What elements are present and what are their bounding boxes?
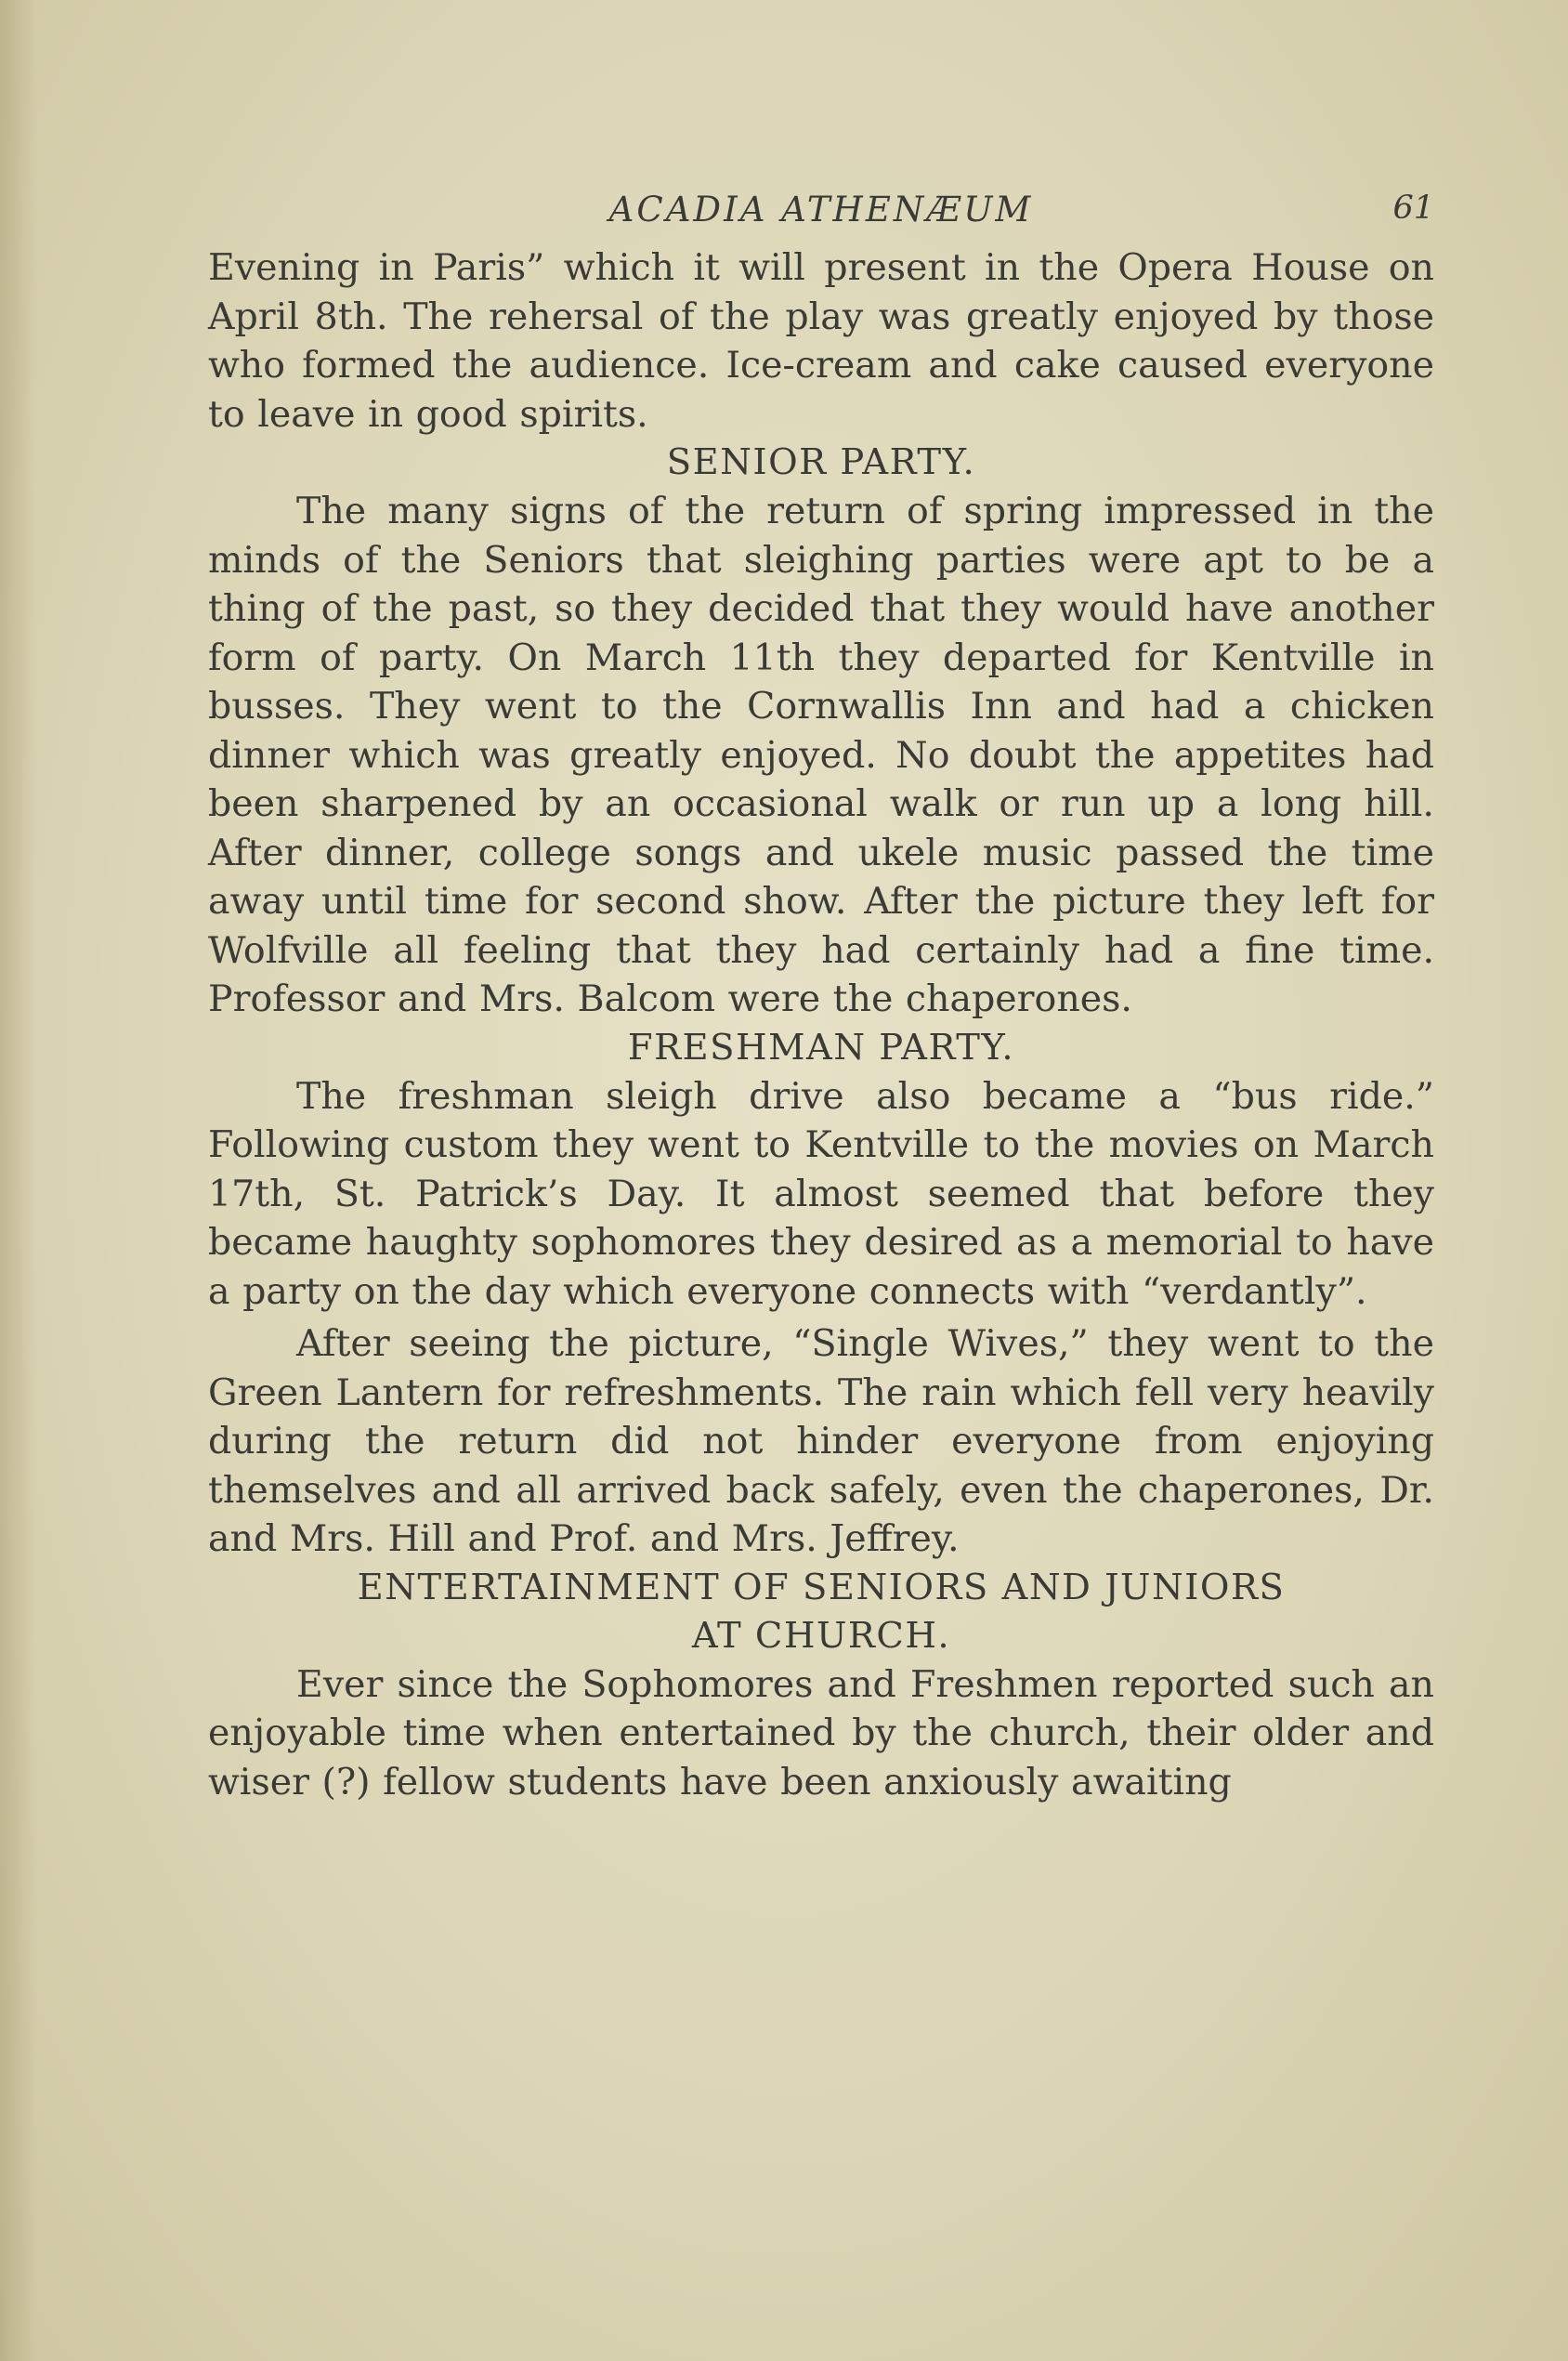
entertainment-paragraph: Ever since the Sophomores and Freshmen reported such an enjoyable time when entertained by the church, their older and wiser (?) fellow students have been anxiously awaiting bbox=[208, 1662, 1434, 1804]
entertainment-heading bbox=[208, 1564, 1434, 1660]
intro-paragraph: Evening in Paris” which it will present in the Opera House on April 8th. The rehersal of the play was greatly enjoyed by those who formed the audience. Ice-cream and cake caused everyone to leave in good spirits. bbox=[208, 246, 1434, 436]
running-header bbox=[208, 182, 1434, 243]
entertainment-heading-line-1: ENTERTAINMENT OF SENIORS AND JUNIORS bbox=[357, 1566, 1286, 1608]
page-content bbox=[208, 182, 1434, 1806]
freshman-party-paragraph-2: After seeing the picture, “Single Wives,” they went to the Green Lantern for refreshments. The rain which fell very heavily during the return did not hinder everyone from enjoying themselves and all arrived back safely, even the chaperones, Dr. and Mrs. Hill and Prof. and Mrs. Jeffrey. bbox=[208, 1322, 1434, 1560]
page-edge-shadow bbox=[0, 0, 37, 2361]
running-title: ACADIA ATHENÆUM bbox=[608, 190, 1034, 230]
senior-party-heading: SENIOR PARTY. bbox=[666, 441, 976, 483]
freshman-party-paragraph-1: The freshman sleigh drive also became a “bus ride.” Following custom they went to Kentville to the movies on March 17th, St. Patrick’s Day. It almost seemed that before they became haughty sophomores they desired as a memorial to have a party on the day which everyone connects with “verdantly”. bbox=[208, 1074, 1434, 1313]
freshman-party-heading: FRESHMAN PARTY. bbox=[627, 1026, 1015, 1069]
senior-party-paragraph: The many signs of the return of spring impressed in the minds of the Seniors that sleighing parties were apt to be a thing of the past, so they decided that they would have another form of party. On March 11th they departed for Kentville in busses. They went to the Cornwallis Inn and had a chicken dinner which was greatly enjoyed. No doubt the appetites had been sharpened by an occasional walk or run up a long hill. After dinner, college songs and ukele music passed the time away until time for second show. After the picture they left for Wolfville all feeling that they had certainly had a fine time. Professor and Mrs. Balcom were the chaperones. bbox=[208, 490, 1434, 1020]
entertainment-heading-line-2: AT CHURCH. bbox=[691, 1614, 951, 1657]
page-number: 61 bbox=[1392, 190, 1434, 227]
